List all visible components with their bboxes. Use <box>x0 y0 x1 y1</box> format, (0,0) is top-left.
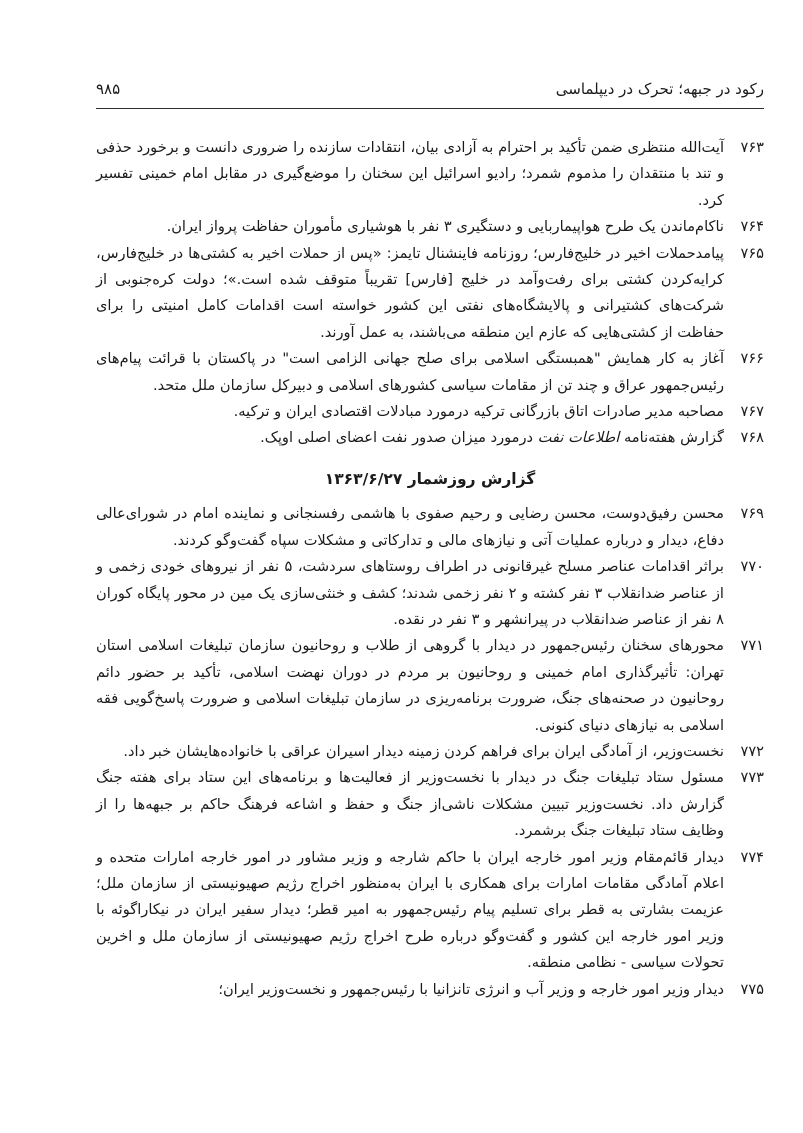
publication-name: اطلاعات نفت <box>537 429 620 447</box>
entry-row <box>96 135 764 214</box>
entry-text: آغاز به کار همایش "همبستگی اسلامی برای صلح جهانی الزامی است" در پاکستان با قرائت پیام‌های رئیس‌جمهور عراق و چند تن از مقامات سیاسی کشورهای اسلامی و دبیرکل سازمان ملل متحد. <box>96 350 724 394</box>
entry-number: ۷۶۸ <box>740 429 764 447</box>
entry-number: ۷۶۷ <box>740 403 764 421</box>
entry-text-part: درمورد میزان صدور نفت اعضای اصلی اوپک. <box>260 429 538 447</box>
entry-text: محسن رفیق‌دوست، محسن رضایی و رحیم صفوی با هاشمی رفسنجانی و نماینده امام در شورای‌عالی دفاع، دیدار و درباره عملیات آتی و نیازهای مالی و تدارکاتی و مشکلات سپاه گفت‌وگو کردند. <box>96 505 724 549</box>
entry-text-part: گزارش هفته‌نامه <box>619 429 724 447</box>
entry-number: ۷۷۴ <box>740 848 764 866</box>
entry-text: محورهای سخنان رئیس‌جمهور در دیدار با گروهی از طلاب و روحانیون سازمان تبلیغات اسلامی استان تهران: تأثیرگذاری امام خمینی و روحانیون بر مردم در دوران نهضت اسلامی، تأکید بر حضور دائم روحانیون در صحنه‌های جنگ، ضرورت برنامه‌ریزی در سازمان تبلیغات اسلامی و ضرورت پاسخ‌گویی فقه اسلامی به نیازهای دنیای کنونی. <box>96 637 724 734</box>
running-title: رکود در جبهه؛ تحرک در دیپلماسی <box>555 80 764 98</box>
entry-number: ۷۷۵ <box>740 980 764 998</box>
entry-row <box>96 845 764 977</box>
entry-number: ۷۶۶ <box>740 350 764 368</box>
entry-text: پیامدحملات اخیر در خلیج‌فارس؛ روزنامه فاینشنال تایمز: «پس از حملات اخیر به کشتی‌ها در خلیج‌فارس، کرایه‌کردن کشتی برای رفت‌وآمد در خلیج [فارس] تقریباً متوقف شده است.»؛ دولت کره‌جنوبی از شرکت‌های کشتیرانی و پالایشگاه‌های نفتی این کشور خواسته است اقدامات کامل امنیتی را برای حفاظت از کشتی‌هایی که عازم این منطقه می‌باشند، به عمل آورند. <box>96 244 724 341</box>
entry-number: ۷۷۱ <box>740 637 764 655</box>
entry-number: ۷۷۲ <box>740 742 764 760</box>
entry-text: نخست‌وزیر، از آمادگی ایران برای فراهم کردن زمینه دیدار اسیران عراقی با خانواده‌هایشان خبر داد. <box>123 742 724 760</box>
entry-number: ۷۶۹ <box>740 505 764 523</box>
entry-text <box>96 425 724 451</box>
entry-text: دیدار وزیر امور خارجه و وزیر آب و انرژی تانزانیا با رئیس‌جمهور و نخست‌وزیر ایران؛ <box>218 980 724 998</box>
entry-row <box>96 425 764 451</box>
entry-number: ۷۶۳ <box>740 139 764 156</box>
entry-text: مسئول ستاد تبلیغات جنگ در دیدار با نخست‌وزیر از فعالیت‌ها و برنامه‌های این ستاد برای هفته جنگ گزارش داد. نخست‌وزیر تبیین مشکلات ناشی‌از جنگ و حفظ و اشاعه فرهنگ حاکم بر جبهه‌ها را از وظایف ستاد تبلیغات جنگ برشمرد. <box>96 769 724 840</box>
entry-text: براثر اقدامات عناصر مسلح غیرقانونی در اطراف روستاهای سردشت، ۵ نفر از نیروهای خودی زخمی و از عناصر ضدانقلاب ۳ نفر کشته و ۲ نفر زخمی شدند؛ کشف و خنثی‌سازی یک مین در محور پایگاه کوران ۸ نفر از عناصر ضدانقلاب در پیرانشهر و ۳ نفر در نقده. <box>96 558 724 628</box>
entry-row <box>96 765 764 844</box>
entry-text: دیدار قائم‌مقام وزیر امور خارجه ایران با حاکم شارجه و وزیر مشاور در امور خارجه امارات متحده و اعلام آمادگی مقامات امارات برای همکاری با ایران به‌منظور اخراج رژیم صهیونیستی از سازمان ملل؛ عزیمت بشارتی به قطر برای تسلیم پیام رئیس‌جمهور به امیر قطر؛ دیدار سفیر ایران در نیکاراگوئه با وزیر امور خارجه این کشور و گفت‌وگو درباره طرح اخراج رژیم صهیونیستی از سازمان ملل و اخرین تحولات سیاسی - نظامی منطقه. <box>96 848 724 972</box>
entry-row <box>96 399 764 425</box>
entry-number: ۷۷۳ <box>740 769 764 787</box>
section-heading: گزارش روزشمار ۱۳۶۳/۶/۲۷ <box>324 469 536 488</box>
entries-list <box>96 109 764 1003</box>
entry-row <box>96 346 764 399</box>
entry-number: ۷۶۴ <box>740 218 764 236</box>
entry-row <box>96 241 764 347</box>
entry-text: آیت‌الله منتظری ضمن تأکید بر احترام به آزادی بیان، انتقادات سازنده را ضروری دانست و برخورد حذفی و تند با منتقدان را مذموم شمرد؛ رادیو اسرائیل این سخنان را موضع‌گیری در مقابل امام خمینی تفسیر کرد. <box>96 139 724 209</box>
entry-row <box>96 214 764 240</box>
page-header <box>96 80 764 109</box>
entry-number: ۷۷۰ <box>740 558 764 576</box>
entry-row <box>96 977 764 1003</box>
entry-number: ۷۶۵ <box>740 244 764 262</box>
entry-text: مصاحبه مدیر صادرات اتاق بازرگانی ترکیه درمورد مبادلات اقتصادی ایران و ترکیه. <box>233 403 724 421</box>
entry-text: ناکام‌ماندن یک طرح هواپیماربایی و دستگیری ۳ نفر با هوشیاری مأموران حفاظت پرواز ایران. <box>166 218 724 236</box>
page-number: ۹۸۵ <box>96 80 121 98</box>
entry-row <box>96 633 764 739</box>
entry-row <box>96 739 764 765</box>
entry-row <box>96 501 764 554</box>
entry-row <box>96 554 764 633</box>
